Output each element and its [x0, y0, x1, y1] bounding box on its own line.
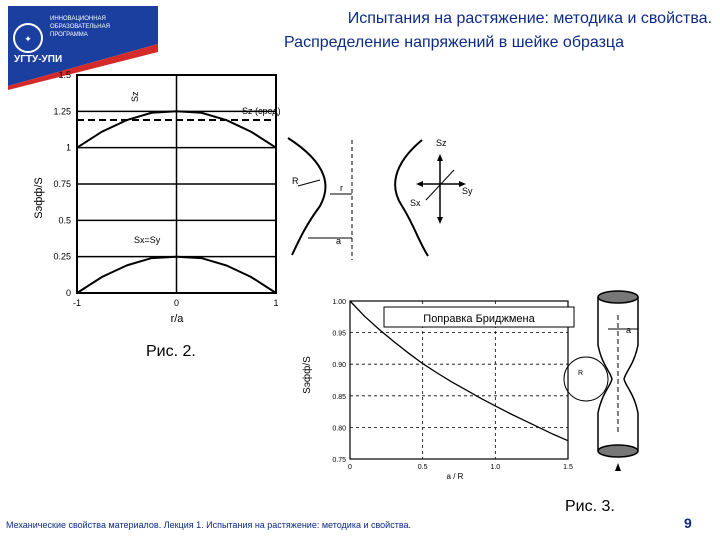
fig2-ylabel: Sэфф/S: [33, 177, 45, 219]
fig2-ytick-label: 1.25: [53, 106, 71, 117]
fig3-ytick-label: 1.00: [332, 299, 346, 306]
logo-line-1: ИННОВАЦИОННАЯ: [50, 16, 106, 22]
necked-specimen-diagram: [564, 291, 638, 457]
logo-abbr: УГТУ-УПИ: [14, 54, 63, 65]
page-number: 9: [684, 515, 692, 531]
element-label-sx: Sx: [410, 198, 421, 208]
fig3-ylabel: Sэфф/S: [302, 356, 313, 394]
fig2-xtick-label: 1: [273, 298, 279, 308]
fig3-caption: Рис. 3.: [565, 498, 615, 515]
arrow-up-icon: [437, 154, 443, 161]
fig3-xlabel: a / R: [446, 472, 464, 481]
fig3-legend-title: Поправка Бриджмена: [423, 313, 535, 325]
tension-arrow-down-icon: [615, 463, 621, 471]
fig2-ytick-label: 1.5: [58, 70, 71, 80]
fig2-ytick-label: 1: [65, 142, 71, 153]
element-label-sz: Sz: [436, 138, 447, 148]
specimen-label-R: R: [578, 370, 584, 377]
logo-line-3: ПРОГРАММА: [50, 32, 88, 38]
fig3-ytick-label: 0.90: [332, 362, 346, 370]
logo-line-2: ОБРАЗОВАТЕЛЬНАЯ: [50, 24, 110, 30]
fig3-ytick-label: 0.80: [332, 425, 346, 433]
arrow-left-icon: [416, 181, 423, 187]
fig2-label-sz-avg: Sz (сред): [242, 106, 281, 116]
figure-3: [290, 285, 720, 495]
fig2-label-sz: Sz: [130, 91, 140, 102]
fig3-ytick-label: 0.75: [332, 457, 346, 464]
fig2-xlabel: r/a: [170, 313, 184, 325]
neck-label-R: R: [292, 176, 299, 186]
fig2-ytick-label: 0.75: [53, 179, 71, 189]
fig2-ytick-label: 0.25: [53, 251, 71, 262]
slide-subtitle: Распределение напряжений в шейке образца: [284, 34, 624, 51]
slide-title: Испытания на растяжение: методика и свойства.: [347, 10, 712, 27]
fig3-ytick-label: 0.85: [332, 393, 346, 401]
arrow-down-icon: [437, 217, 443, 224]
fig3-ytick-label: 0.95: [332, 330, 346, 338]
stress-element-diagram: [395, 140, 460, 256]
fig3-xtick-label: 1.0: [490, 464, 501, 471]
fig2-caption: Рис. 2.: [146, 343, 196, 360]
fig2-xtick-label: 0: [173, 298, 180, 308]
fig2-ytick-label: 0: [65, 288, 71, 298]
neck-profile-diagram: [288, 138, 352, 260]
element-label-sy: Sy: [462, 186, 473, 196]
fig2-xtick-label: -1: [72, 298, 82, 308]
neck-label-r: r: [340, 183, 343, 193]
svg-text:✦: ✦: [24, 34, 32, 44]
specimen-label-a: a: [626, 325, 632, 335]
fig3-xtick-label: 0: [348, 464, 352, 471]
neck-label-a: a: [336, 236, 342, 246]
fig2-ytick-label: 0.5: [58, 215, 71, 226]
fig3-xtick-label: 1.5: [563, 464, 573, 471]
fig2-label-sx-sy: Sx=Sy: [134, 235, 161, 245]
footer-text: Механические свойства материалов. Лекция 1. Испытания на растяжение: методика и свойства.: [6, 520, 412, 530]
fig3-xtick-label: 0.5: [417, 464, 428, 471]
